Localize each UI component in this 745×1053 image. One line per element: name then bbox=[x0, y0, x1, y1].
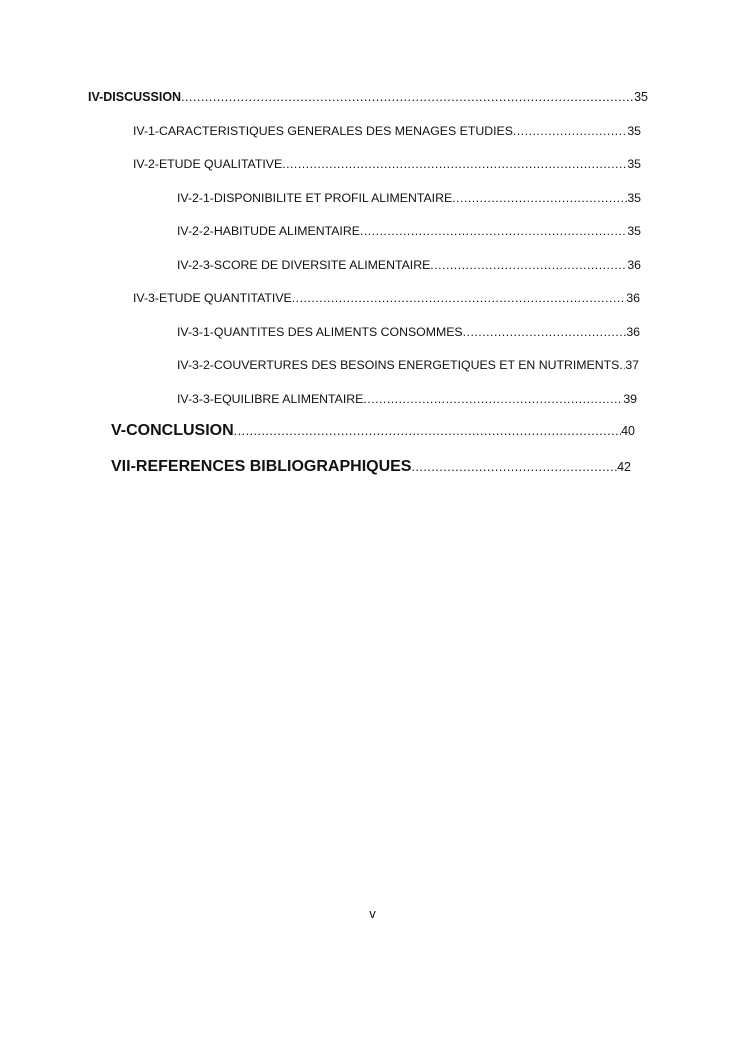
toc-entry-page: 35 bbox=[627, 157, 641, 171]
toc-entry-page: 40 bbox=[621, 424, 635, 438]
toc-entry-label: IV-1-CARACTERISTIQUES GENERALES DES MENAGES ETUDIES bbox=[133, 124, 513, 138]
dot-leader bbox=[292, 291, 627, 305]
toc-entry-page: 35 bbox=[634, 90, 648, 104]
toc-entry-page: 42 bbox=[617, 460, 631, 474]
toc-entry-caracteristiques[interactable] bbox=[133, 124, 641, 138]
toc-entry-couvertures[interactable] bbox=[177, 358, 639, 372]
toc-entry-label: IV-DISCUSSION bbox=[88, 90, 182, 104]
toc-entry-label: IV-3-2-COUVERTURES DES BESOINS ENERGETIQUES ET EN NUTRIMENTS bbox=[177, 358, 620, 372]
dot-leader bbox=[411, 460, 617, 474]
toc-entry-etude-qualitative[interactable] bbox=[133, 157, 641, 171]
toc-entry-label: IV-2-3-SCORE DE DIVERSITE ALIMENTAIRE bbox=[177, 258, 431, 272]
toc-entry-habitude[interactable] bbox=[177, 224, 641, 238]
toc-entry-label: V-CONCLUSION bbox=[111, 422, 234, 439]
dot-leader bbox=[513, 124, 627, 138]
toc-entry-score-diversite[interactable] bbox=[177, 258, 641, 272]
dot-leader bbox=[430, 258, 627, 272]
toc-entry-page: 35 bbox=[627, 224, 641, 238]
dot-leader bbox=[360, 224, 627, 238]
toc-entry-label: IV-2-ETUDE QUALITATIVE bbox=[133, 157, 283, 171]
toc-entry-page: 35 bbox=[627, 191, 641, 205]
toc-entry-page: 37 bbox=[625, 358, 639, 372]
dot-leader bbox=[234, 424, 621, 438]
toc-entry-conclusion[interactable] bbox=[111, 422, 635, 440]
dot-leader bbox=[181, 90, 634, 104]
toc-entry-page: 36 bbox=[626, 291, 640, 305]
page-number: v bbox=[369, 906, 376, 921]
toc-entry-page: 35 bbox=[627, 124, 641, 138]
toc-entry-label: VII-REFERENCES BIBLIOGRAPHIQUES bbox=[111, 458, 412, 475]
toc-entry-quantites[interactable] bbox=[177, 325, 640, 339]
toc-entry-equilibre[interactable] bbox=[177, 392, 637, 406]
toc-entry-etude-quantitative[interactable] bbox=[133, 291, 640, 305]
dot-leader bbox=[282, 157, 627, 171]
toc-entry-page: 36 bbox=[626, 325, 640, 339]
toc-entry-page: 36 bbox=[627, 258, 641, 272]
toc-entry-label: IV-2-1-DISPONIBILITE ET PROFIL ALIMENTAIRE bbox=[177, 191, 453, 205]
dot-leader bbox=[463, 325, 627, 339]
toc-entry-page: 39 bbox=[623, 392, 637, 406]
toc-entry-label: IV-3-ETUDE QUANTITATIVE bbox=[133, 291, 292, 305]
toc-entry-references[interactable] bbox=[111, 458, 631, 476]
toc-entry-label: IV-3-1-QUANTITES DES ALIMENTS CONSOMMES bbox=[177, 325, 463, 339]
dot-leader bbox=[363, 392, 623, 406]
toc-entry-label: IV-2-2-HABITUDE ALIMENTAIRE bbox=[177, 224, 360, 238]
toc-entry-discussion[interactable] bbox=[88, 90, 648, 104]
toc-entry-disponibilite[interactable] bbox=[177, 191, 641, 205]
dot-leader bbox=[452, 191, 627, 205]
toc-entry-label: IV-3-3-EQUILIBRE ALIMENTAIRE bbox=[177, 392, 364, 406]
